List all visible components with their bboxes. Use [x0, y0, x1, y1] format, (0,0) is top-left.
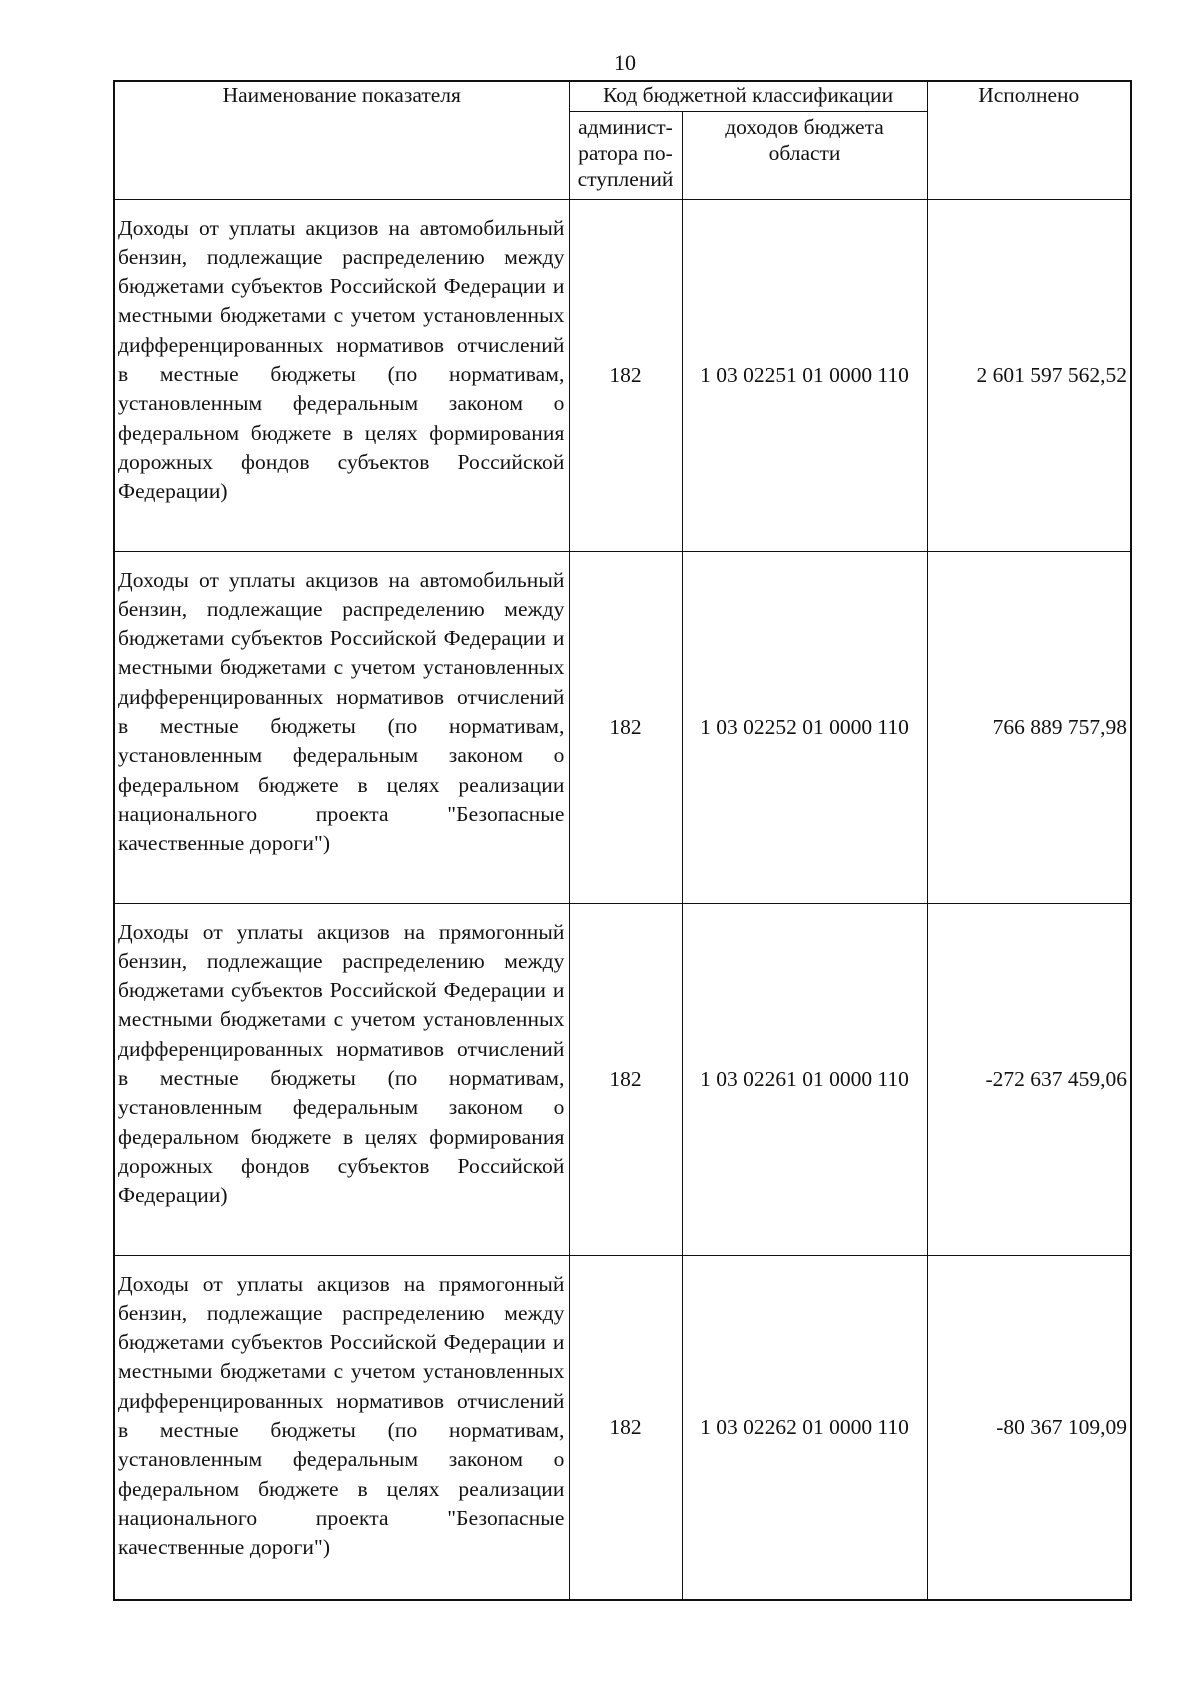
row-admin-code: 182 [569, 903, 682, 1255]
header-executed: Исполнено [927, 81, 1131, 199]
row-description: Доходы от уплаты акцизов на прямогонный бензин, подлежащие распределению между бюджетами субъектов Российской Федерации и местными бюджетами с учетом установленных дифференцированных нормативов отчислений в местные бюджеты (по нормативам, установленным федеральным законом о федеральном бюджете в целях реализации национального проекта "Безопасные качественные дороги") [114, 1255, 569, 1600]
row-income-code: 1 03 02251 01 0000 110 [682, 199, 927, 551]
row-amount: 766 889 757,98 [927, 551, 1131, 903]
header-income-line: доходов бюджета [725, 114, 884, 139]
header-admin-line: ступлений [577, 166, 674, 191]
table-row [114, 551, 1131, 903]
budget-table [113, 80, 1132, 1601]
header-name: Наименование показателя [114, 81, 569, 199]
row-amount: 2 601 597 562,52 [927, 199, 1131, 551]
row-income-code: 1 03 02252 01 0000 110 [682, 551, 927, 903]
row-amount: -80 367 109,09 [927, 1255, 1131, 1600]
table-row [114, 1255, 1131, 1600]
header-income-line: области [768, 140, 841, 165]
header-admin-line: админист- [578, 114, 673, 139]
row-amount: -272 637 459,06 [927, 903, 1131, 1255]
table-row [114, 903, 1131, 1255]
row-admin-code: 182 [569, 551, 682, 903]
row-description: Доходы от уплаты акцизов на автомобильный бензин, подлежащие распределению между бюджетами субъектов Российской Федерации и местными бюджетами с учетом установленных дифференцированных нормативов отчислений в местные бюджеты (по нормативам, установленным федеральным законом о федеральном бюджете в целях формирования дорожных фондов субъектов Российской Федерации) [114, 199, 569, 551]
row-admin-code: 182 [569, 199, 682, 551]
header-admin-line: ратора по- [578, 140, 673, 165]
header-income [682, 111, 927, 199]
row-description: Доходы от уплаты акцизов на автомобильный бензин, подлежащие распределению между бюджетами субъектов Российской Федерации и местными бюджетами с учетом установленных дифференцированных нормативов отчислений в местные бюджеты (по нормативам, установленным федеральным законом о федеральном бюджете в целях реализации национального проекта "Безопасные качественные дороги") [114, 551, 569, 903]
header-admin [569, 111, 682, 199]
header-row-top [114, 81, 1131, 111]
row-income-code: 1 03 02261 01 0000 110 [682, 903, 927, 1255]
header-code-group: Код бюджетной классификации [569, 81, 927, 111]
page-number: 10 [614, 50, 636, 75]
table-row [114, 199, 1131, 551]
row-income-code: 1 03 02262 01 0000 110 [682, 1255, 927, 1600]
row-admin-code: 182 [569, 1255, 682, 1600]
row-description: Доходы от уплаты акцизов на прямогонный бензин, подлежащие распределению между бюджетами субъектов Российской Федерации и местными бюджетами с учетом установленных дифференцированных нормативов отчислений в местные бюджеты (по нормативам, установленным федеральным законом о федеральном бюджете в целях формирования дорожных фондов субъектов Российской Федерации) [114, 903, 569, 1255]
